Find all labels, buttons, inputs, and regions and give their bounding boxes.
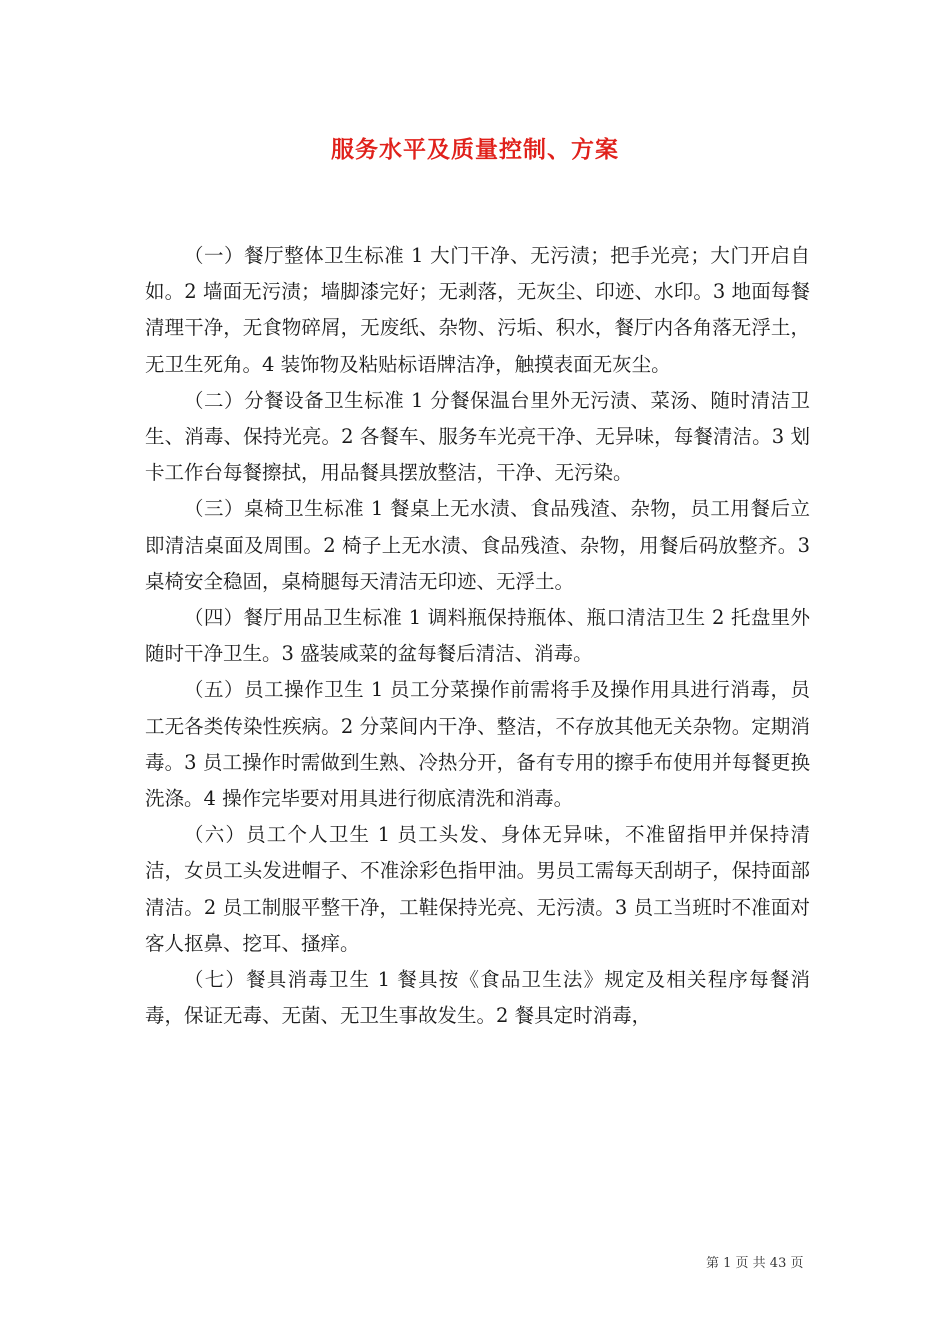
- paragraph-4: （四）餐厅用品卫生标准 1 调料瓶保持瓶体、瓶口清洁卫生 2 托盘里外随时干净卫生。3 盛装咸菜的盆每餐后清洁、消毒。: [145, 606, 810, 666]
- paragraph-3: （三）桌椅卫生标准 1 餐桌上无水渍、食品残渣、杂物，员工用餐后立即清洁桌面及周围。2 椅子上无水渍、食品残渣、杂物，用餐后码放整齐。3 桌椅安全稳固，桌椅腿每天清洁无印迹、无浮土。: [145, 497, 810, 593]
- page-number-footer: 第 1 页 共 43 页: [706, 1256, 804, 1271]
- paragraph-6: （六）员工个人卫生 1 员工头发、身体无异味，不准留指甲并保持清洁，女员工头发进帽子、不准涂彩色指甲油。男员工需每天刮胡子，保持面部清洁。2 员工制服平整干净，工鞋保持光亮、无污渍。3 员工当班时不准面对客人抠鼻、挖耳、搔痒。: [145, 823, 810, 955]
- paragraph-7: （七）餐具消毒卫生 1 餐具按《食品卫生法》规定及相关程序每餐消毒，保证无毒、无菌、无卫生事故发生。2 餐具定时消毒，: [145, 968, 810, 1028]
- paragraph-1: （一）餐厅整体卫生标准 1 大门干净、无污渍；把手光亮；大门开启自如。2 墙面无污渍；墙脚漆完好；无剥落，无灰尘、印迹、水印。3 地面每餐清理干净，无食物碎屑，无废纸、杂物、污垢、积水，餐厅内各角落无浮土，无卫生死角。4 装饰物及粘贴标语牌洁净，触摸表面无灰尘。: [145, 244, 810, 376]
- paragraph-2: （二）分餐设备卫生标准 1 分餐保温台里外无污渍、菜汤、随时清洁卫生、消毒、保持光亮。2 各餐车、服务车光亮干净、无异味，每餐清洁。3 划卡工作台每餐擦拭，用品餐具摆放整洁，干净、无污染。: [145, 388, 810, 485]
- document-title: 服务水平及质量控制、方案: [331, 136, 619, 163]
- paragraph-5: （五）员工操作卫生 1 员工分菜操作前需将手及操作用具进行消毒，员工无各类传染性疾病。2 分菜间内干净、整洁，不存放其他无关杂物。定期消毒。3 员工操作时需做到生熟、冷热分开，备有专用的擦手布使用并每餐更换洗涤。4 操作完毕要对用具进行彻底清洗和消毒。: [145, 678, 810, 811]
- document-body: [145, 238, 810, 1034]
